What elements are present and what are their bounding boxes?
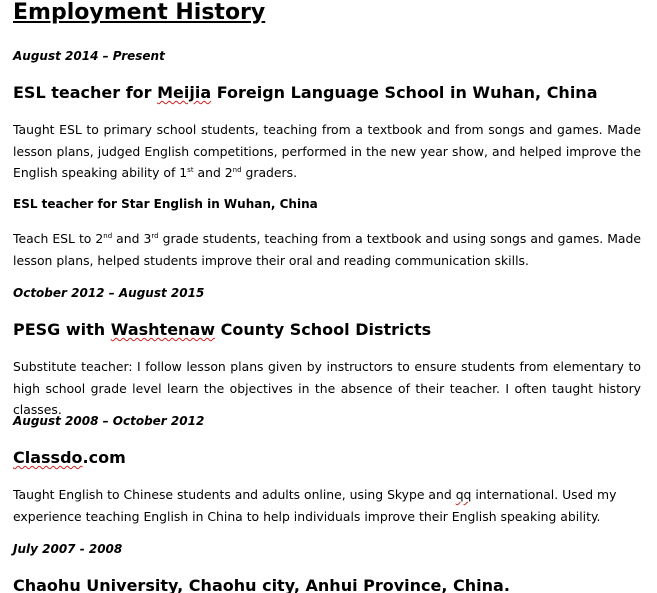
description-text: Taught English to Chinese students and adults online, using Skype and [13, 487, 456, 502]
description-text: grade students, teaching from a textbook and using songs and games. Made lesson plans, helped students improve their oral and reading communication skills. [13, 231, 641, 268]
spellcheck-word: Meijia [157, 83, 212, 102]
spellcheck-word: Classdo [13, 448, 83, 467]
description-text: Taught ESL to primary school students, teaching from a textbook and from songs and games. Made lesson plans, judged English competitions, performed in the new year show, and helped improve the English speaking ability of 1 [13, 122, 641, 180]
job-title [13, 83, 598, 103]
description-text: Teach ESL to 2 [13, 231, 104, 246]
job-title: ESL teacher for Star English in Wuhan, China [13, 197, 318, 211]
description-text: and 2 [193, 165, 233, 180]
page-title: Employment History [13, 0, 266, 25]
entry-date: August 2014 – Present [13, 49, 165, 63]
job-title-text: Foreign Language School in Wuhan, China [211, 83, 598, 102]
job-title-text: County School Districts [215, 320, 432, 339]
job-description [13, 119, 641, 184]
job-title [13, 448, 126, 468]
ordinal-suffix: nd [103, 231, 113, 240]
ordinal-suffix: st [187, 165, 194, 174]
spellcheck-word: qq [455, 487, 472, 502]
job-description [13, 228, 641, 271]
job-title-text: PESG with [13, 320, 111, 339]
job-title-text: ESL teacher for [13, 83, 158, 102]
job-title-text: .com [82, 448, 126, 467]
entry-date: July 2007 - 2008 [13, 542, 123, 556]
spellcheck-word: Washtenaw [110, 320, 216, 339]
job-description [13, 484, 641, 527]
job-title [13, 320, 431, 340]
job-title: Chaohu University, Chaohu city, Anhui Province, China. [13, 576, 510, 593]
description-text: international. Used my experience teaching English in China to help individuals improve their English speaking ability. [13, 487, 617, 524]
entry-date: August 2008 – October 2012 [13, 414, 205, 428]
description-text: graders. [241, 165, 298, 180]
ordinal-suffix: nd [232, 165, 242, 174]
job-description: Substitute teacher: I follow lesson plans given by instructors to ensure students from elementary to high school grade level learn the objectives in the absence of their teacher. I often taught history classes. [13, 359, 641, 417]
description-text: and 3 [112, 231, 152, 246]
ordinal-suffix: rd [151, 231, 159, 240]
entry-date: October 2012 – August 2015 [13, 286, 205, 300]
